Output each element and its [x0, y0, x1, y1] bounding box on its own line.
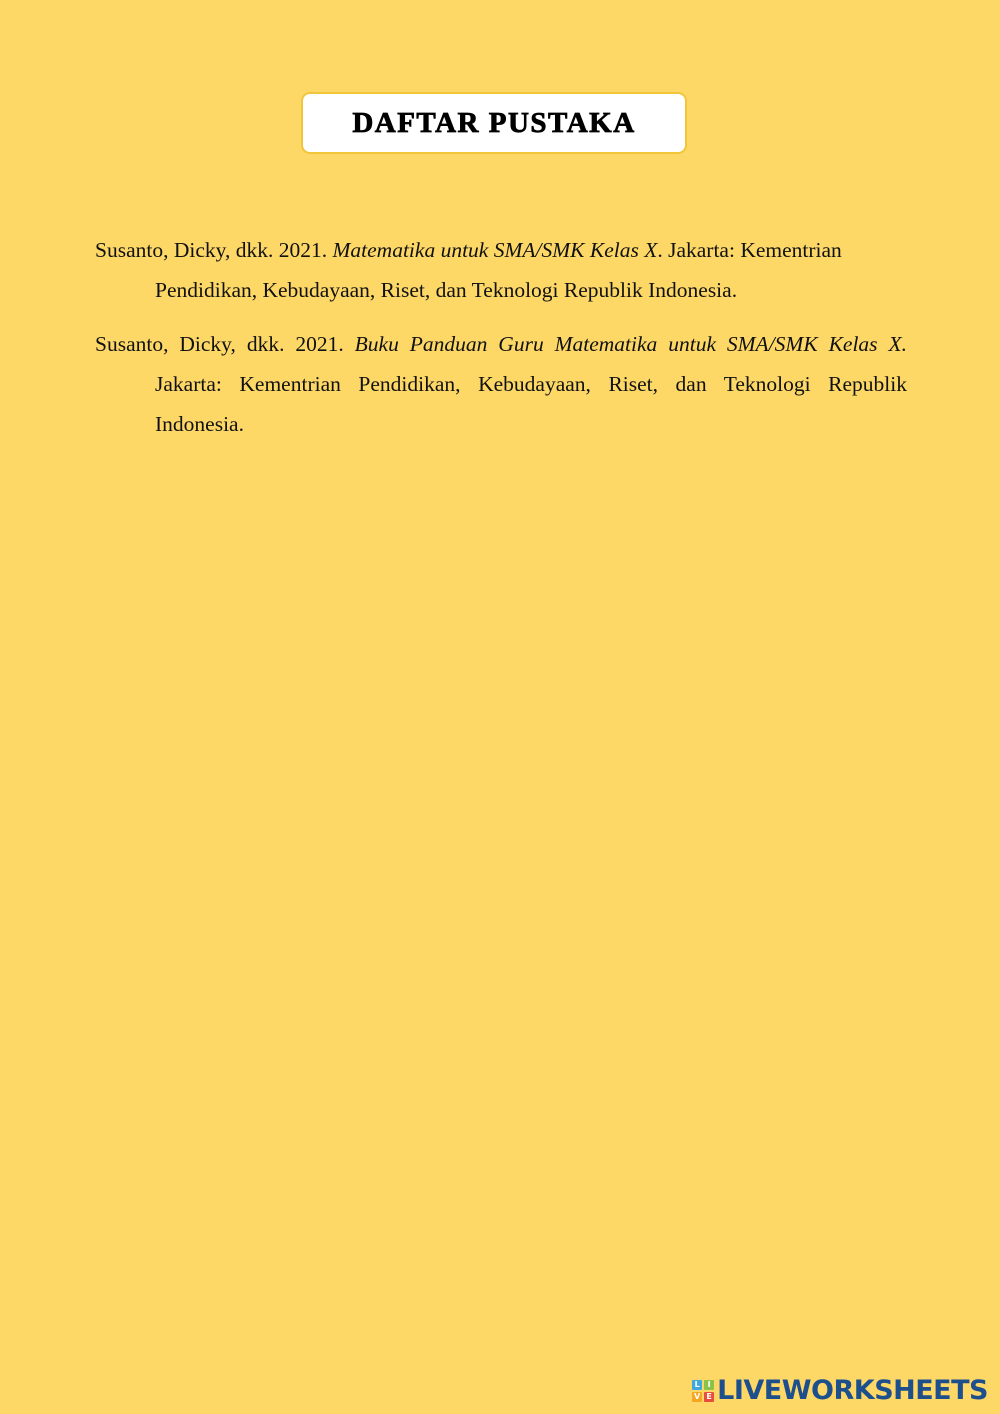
reference-book-title: Matematika untuk SMA/SMK Kelas X — [332, 238, 658, 262]
reference-author-year: Susanto, Dicky, dkk. 2021. — [95, 238, 333, 262]
logo-tile-v: V — [694, 1392, 701, 1401]
page-title: DAFTAR PUSTAKA — [352, 106, 636, 139]
reference-entry — [95, 324, 907, 444]
logo-text: LIVEWORKSHEETS — [717, 1375, 988, 1406]
logo-tile-l: L — [692, 1380, 702, 1390]
reference-list — [95, 230, 907, 458]
title-box — [301, 92, 687, 154]
liveworksheets-logo — [692, 1375, 988, 1406]
reference-book-title: Buku Panduan Guru Matematika untuk SMA/SMK Kelas X. — [354, 332, 907, 356]
logo-tile-e: E — [704, 1392, 714, 1402]
reference-author-year: Susanto, Dicky, dkk. 2021. — [95, 332, 355, 356]
logo-tile-i: I — [704, 1380, 714, 1390]
reference-publisher: Jakarta: Kementrian Pendidikan, Kebudayaan, Riset, dan Teknologi Republik Indonesia. — [155, 372, 907, 436]
logo-icon — [692, 1380, 714, 1402]
reference-publisher: . Jakarta: Kementrian Pendidikan, Kebudayaan, Riset, dan Teknologi Republik Indonesia. — [155, 238, 842, 302]
reference-entry — [95, 230, 875, 310]
